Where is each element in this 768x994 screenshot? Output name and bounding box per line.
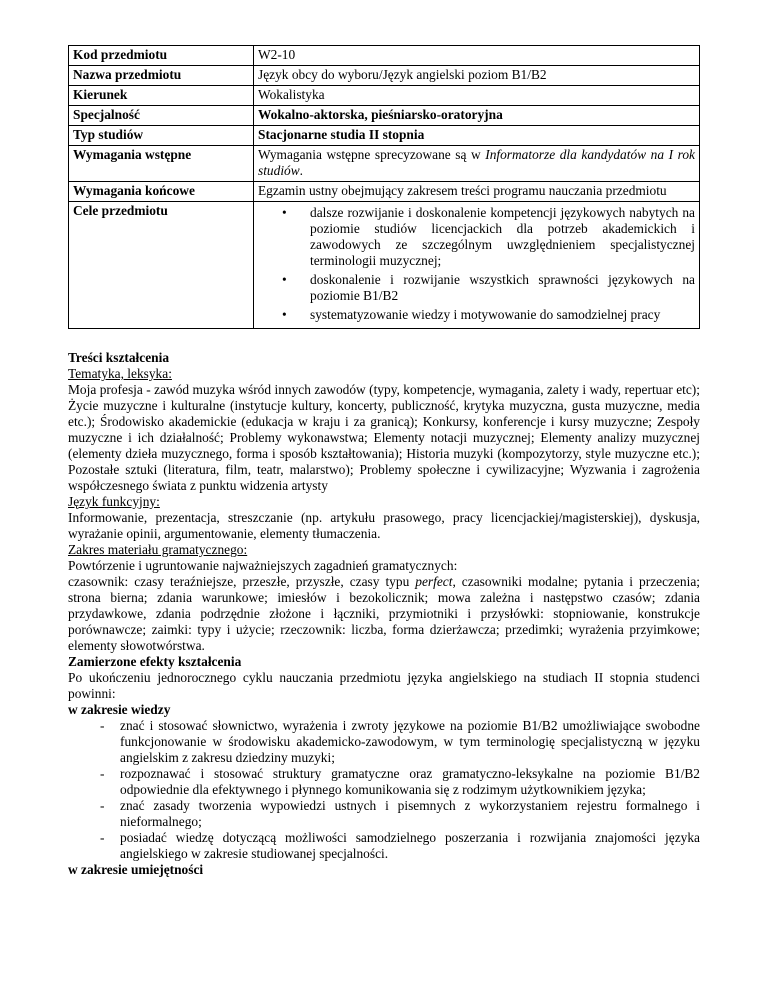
zakres-italic-text: perfect [415,574,453,589]
list-item: - znać i stosować słownictwo, wyrażenia i zwroty językowe na poziomie B1/B2 umożliwiające swobodne funkcjonowanie w środowisku akademicko-zawodowym, w tym terminologię specjalistyczną w języku angielskim z zakresu dziedziny muzyki; [100,718,700,766]
row-label-wstepne: Wymagania wstępne [69,146,254,182]
document-body [68,350,700,878]
wstepne-text-end: . [299,163,304,178]
section-heading-efekty: Zamierzone efekty kształcenia [68,654,242,669]
row-label-koncowe: Wymagania końcowe [69,182,254,202]
zakres-text: czasownik: czasy teraźniejsze, przeszłe, przyszłe, czasy typu [68,574,416,589]
knowledge-outcomes-list [68,718,700,862]
table-row-koncowe [69,182,700,202]
row-value-wstepne [254,146,700,182]
row-label-nazwa: Nazwa przedmiotu [69,66,254,86]
paragraph-jezyk: Informowanie, prezentacja, streszczanie (np. artykułu prasowego, pracy licencjackiej/magisterskiej), dyskusja, wyrażanie opinii, argumentowanie, elementy tłumaczenia. [68,510,700,541]
table-row-nazwa [69,66,700,86]
table-row-specjalnosc [69,106,700,126]
table-row-typ [69,126,700,146]
table-row-kierunek [69,86,700,106]
paragraph-efekty-intro: Po ukończeniu jednorocznego cyklu nauczania przedmiotu języka angielskiego na studiach II stopnia studenci powinni: [68,670,700,701]
course-info-table [68,45,700,329]
subsection-heading-jezyk: Język funkcyjny: [68,494,160,509]
list-item: - znać zasady tworzenia wypowiedzi ustnych i pisemnych z wykorzystaniem rejestru formalnego i nieformalnego; [100,798,700,830]
row-label-cele: Cele przedmiotu [69,202,254,329]
list-item: - rozpoznawać i stosować struktury gramatyczne oraz gramatyczno-leksykalne na poziomie B1/B2 odpowiednie dla efektywnego i płynnego komunikowania się z rodzimym użytkownikiem języka; [100,766,700,798]
row-value-nazwa: Język obcy do wyboru/Język angielski poziom B1/B2 [254,66,700,86]
paragraph-zakres [68,574,700,654]
row-value-kod: W2-10 [254,46,700,66]
subsection-heading-umiejetnosci: w zakresie umiejętności [68,862,204,877]
table-row-cele [69,202,700,329]
list-item: • systematyzowanie wiedzy i motywowanie do samodzielnej pracy [282,307,695,323]
paragraph-zakres-intro: Powtórzenie i ugruntowanie najważniejszych zagadnień gramatycznych: [68,558,458,573]
table-row-wstepne [69,146,700,182]
row-label-kod: Kod przedmiotu [69,46,254,66]
row-value-specjalnosc: Wokalno-aktorska, pieśniarsko-oratoryjna [254,106,700,126]
row-value-kierunek: Wokalistyka [254,86,700,106]
row-value-koncowe: Egzamin ustny obejmujący zakresem treści programu nauczania przedmiotu [254,182,700,202]
subsection-heading-zakres: Zakres materiału gramatycznego: [68,542,248,557]
wstepne-italic-text: Informatorze dla kandydatów na I rok studiów [258,147,695,178]
section-heading-tresci: Treści kształcenia [68,350,170,365]
paragraph-tematyka: Moja profesja - zawód muzyka wśród innych zawodów (typy, kompetencje, wymagania, zalety i wady, repertuar etc); Życie muzyczne i kulturalne (instytucje kultury, koncerty, publiczność, krytyka muzyczna, gusta muzyczne, media etc.); Środowisko akademickie (edukacja w kraju i za granicą); Konkursy, konferencje i kursy muzyczne; Zespoły muzyczne i ich działalność; Problemy wykonawstwa; Elementy notacji muzycznej; Elementy analizy muzycznej (elementy dzieła muzycznego, forma i sposób kształtowania); Historia muzyki (kompozytorzy, style muzyczne etc.); Pozostałe sztuki (literatura, film, teatr, malarstwo); Problemy społeczne i cywilizacyjne; Wyzwania i zagrożenia współczesnego świata z punktu widzenia artysty [68,382,700,493]
row-label-kierunek: Kierunek [69,86,254,106]
row-value-typ: Stacjonarne studia II stopnia [254,126,700,146]
subsection-heading-tematyka: Tematyka, leksyka: [68,366,172,381]
subsection-heading-wiedza: w zakresie wiedzy [68,702,171,717]
list-item: - posiadać wiedzę dotyczącą możliwości samodzielnego poszerzania i rozwijania znajomości języka angielskiego w zakresie studiowanej specjalności. [100,830,700,862]
zakres-text-end: , czasowniki modalne; pytania i przeczenia; strona bierna; zdania warunkowe; imiesłów i bezokolicznik; mowa zależna i następstwo czasów; zdania przydawkowe, zdania podrzędnie złożone i łączniki, przymiotniki i przysłówki: stopniowanie, konstrukcje porównawcze; zaimki: typy i użycie; rzeczownik: liczba, forma dzierżawcza; przedimki; wyrażenia przyimkowe; elementy słowotwórstwa. [68,574,700,653]
table-row-kod [69,46,700,66]
wstepne-text: Wymagania wstępne sprecyzowane są w [258,147,486,162]
list-item: • dalsze rozwijanie i doskonalenie kompetencji językowych nabytych na poziomie studiów licencjackich dla potrzeb akademickich i zawodowych ze szczególnym uwzględnieniem specjalistycznej terminologii muzycznej; [282,205,695,269]
row-value-cele [254,202,700,329]
row-label-specjalnosc: Specjalność [69,106,254,126]
course-goals-list [258,205,695,323]
row-label-typ: Typ studiów [69,126,254,146]
list-item: • doskonalenie i rozwijanie wszystkich sprawności językowych na poziomie B1/B2 [282,272,695,304]
